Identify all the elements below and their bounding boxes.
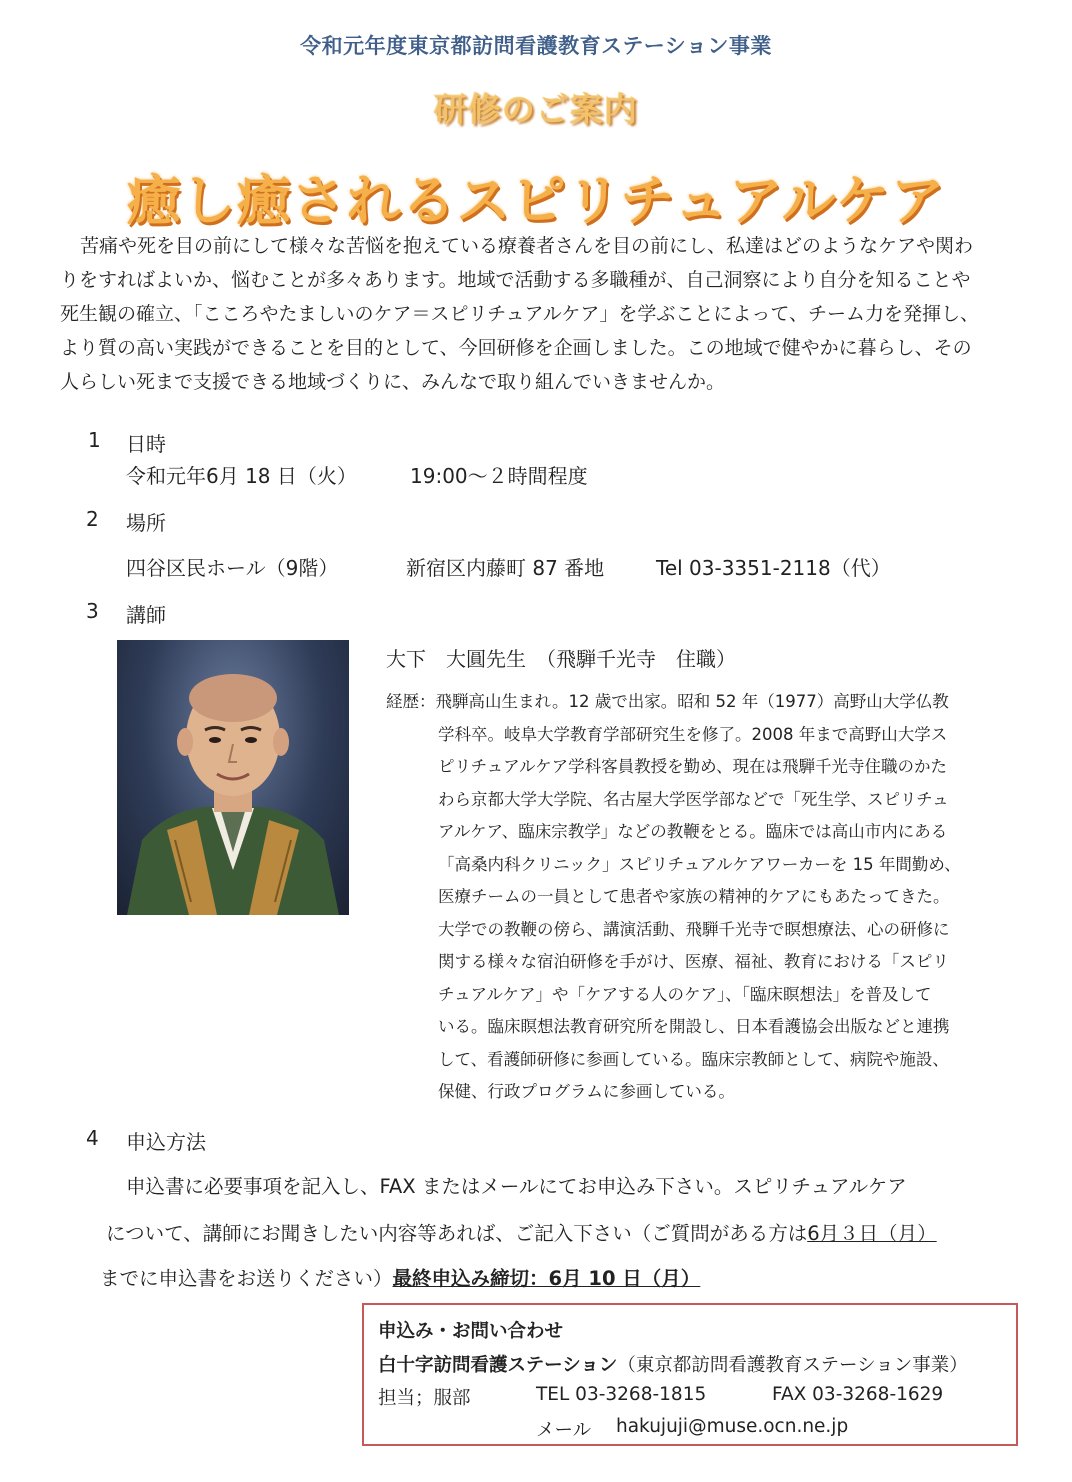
page-subtitle: 研修のご案内 <box>434 90 638 129</box>
contact-box <box>362 1303 1018 1446</box>
bio-line: 関する様々な宿泊研修を手がけ、医療、福祉、教育における「スピリ <box>438 952 949 971</box>
program-title: 令和元年度東京都訪問看護教育ステーション事業 <box>300 34 772 58</box>
section-number-apply: 4 <box>86 1126 99 1150</box>
contact-mail-label: メール <box>536 1420 592 1441</box>
intro-paragraph <box>60 229 1015 399</box>
contact-org: 白十字訪問看護ステーション <box>378 1355 618 1376</box>
section-heading-venue: 場所 <box>126 511 166 535</box>
page-title: 癒し癒されるスピリチュアルケア <box>126 169 946 232</box>
section-number-venue: 2 <box>86 507 99 531</box>
intro-line: りをすればよいか、悩むことが多々あります。地域で活動する多職種が、自己洞察により自分を知ることや <box>60 269 971 291</box>
apply-line: 申込書に必要事項を記入し、FAX またはメールにてお申込み下さい。スピリチュアルケア <box>126 1175 907 1198</box>
lecturer-photo <box>117 640 349 915</box>
bio-line: 大学での教鞭の傍ら、講演活動、飛騨千光寺で瞑想療法、心の研修に <box>438 919 950 939</box>
contact-tel: TEL 03-3268-1815 <box>536 1384 707 1405</box>
contact-org-note: （東京都訪問看護教育ステーション事業） <box>617 1355 968 1376</box>
bio-line: アルケア、臨床宗教学」などの教鞭をとる。臨床では高山市内にある <box>438 822 948 841</box>
lecturer-bio <box>386 686 1016 1109</box>
intro-line: 苦痛や死を目の前にして様々な苦悩を抱えている療養者さんを目の前にし、私達はどのようなケアや関わ <box>80 235 974 257</box>
intro-line: より質の高い実践ができることを目的として、今回研修を企画しました。この地域で健やかに暮らし、その <box>60 337 972 359</box>
contact-heading: 申込み・お問い合わせ <box>378 1321 564 1342</box>
section-heading-lecturer: 講師 <box>126 603 166 627</box>
apply-line-text: までに申込書をお送りください） <box>100 1267 393 1290</box>
venue-address: 新宿区内藤町 87 番地 <box>406 556 605 580</box>
section-number-datetime: 1 <box>88 428 101 452</box>
venue-tel: Tel 03-3351-2118（代） <box>656 556 891 580</box>
intro-line: 人らしい死まで支援できる地域づくりに、みんなで取り組んでいきませんか。 <box>60 371 726 393</box>
bio-line: いる。臨床瞑想法教育研究所を開設し、日本看護協会出版などと連携 <box>438 1017 950 1036</box>
bio-line: 医療チームの一員として患者や家族の精神的ケアにもあたってきた。 <box>438 887 950 906</box>
contact-org-line <box>378 1351 968 1377</box>
question-deadline: 6月３日（月） <box>807 1222 937 1245</box>
bio-line: チュアルケア」や「ケアする人のケア」、「臨床瞑想法」を普及して <box>438 984 932 1004</box>
intro-line: 死生観の確立、「こころやたましいのケア＝スピリチュアルケア」を学ぶことによって、チーム力を発揮し、 <box>60 303 980 325</box>
lecturer-name: 大下 大圓先生 （飛騨千光寺 住職） <box>386 647 736 671</box>
final-deadline: 最終申込み締切：6月 10 日（月） <box>392 1267 701 1290</box>
bio-line: ピリチュアルケア学科客員教授を勤め、現在は飛騨千光寺住職のかた <box>438 757 948 776</box>
apply-line <box>106 1218 937 1246</box>
event-time: 19:00～２時間程度 <box>410 464 588 488</box>
contact-mail[interactable]: hakujuji@muse.ocn.ne.jp <box>616 1416 849 1437</box>
bio-line: 学科卒。岐阜大学教育学部研究生を修了。2008 年まで高野山大学ス <box>438 724 948 744</box>
bio-label: 経歴： <box>386 692 436 711</box>
section-heading-apply: 申込方法 <box>126 1130 206 1154</box>
apply-line <box>100 1263 700 1291</box>
bio-line: 「高桑内科クリニック」スピリチュアルケアワーカーを 15 年間勤め、 <box>438 854 961 874</box>
contact-person: 担当；服部 <box>378 1388 471 1409</box>
event-date: 令和元年6月 18 日（火） <box>126 464 357 488</box>
bio-line: して、看護師研修に参画している。臨床宗教師として、病院や施設、 <box>438 1049 949 1069</box>
contact-fax: FAX 03-3268-1629 <box>772 1384 944 1405</box>
bio-line: わら京都大学大学院、名古屋大学医学部などで「死生学、スピリチュ <box>438 789 949 809</box>
bio-line: 保健、行政プログラムに参画している。 <box>438 1082 735 1101</box>
section-heading-datetime: 日時 <box>126 432 166 456</box>
venue-name: 四谷区民ホール（9階） <box>126 556 339 580</box>
section-number-lecturer: 3 <box>86 599 99 623</box>
apply-line-text: について、講師にお聞きしたい内容等あれば、ご記入下さい（ご質問がある方は <box>106 1222 808 1245</box>
bio-line: 飛騨高山生まれ。12 歳で出家。昭和 52 年（1977）高野山大学仏教 <box>435 692 949 711</box>
